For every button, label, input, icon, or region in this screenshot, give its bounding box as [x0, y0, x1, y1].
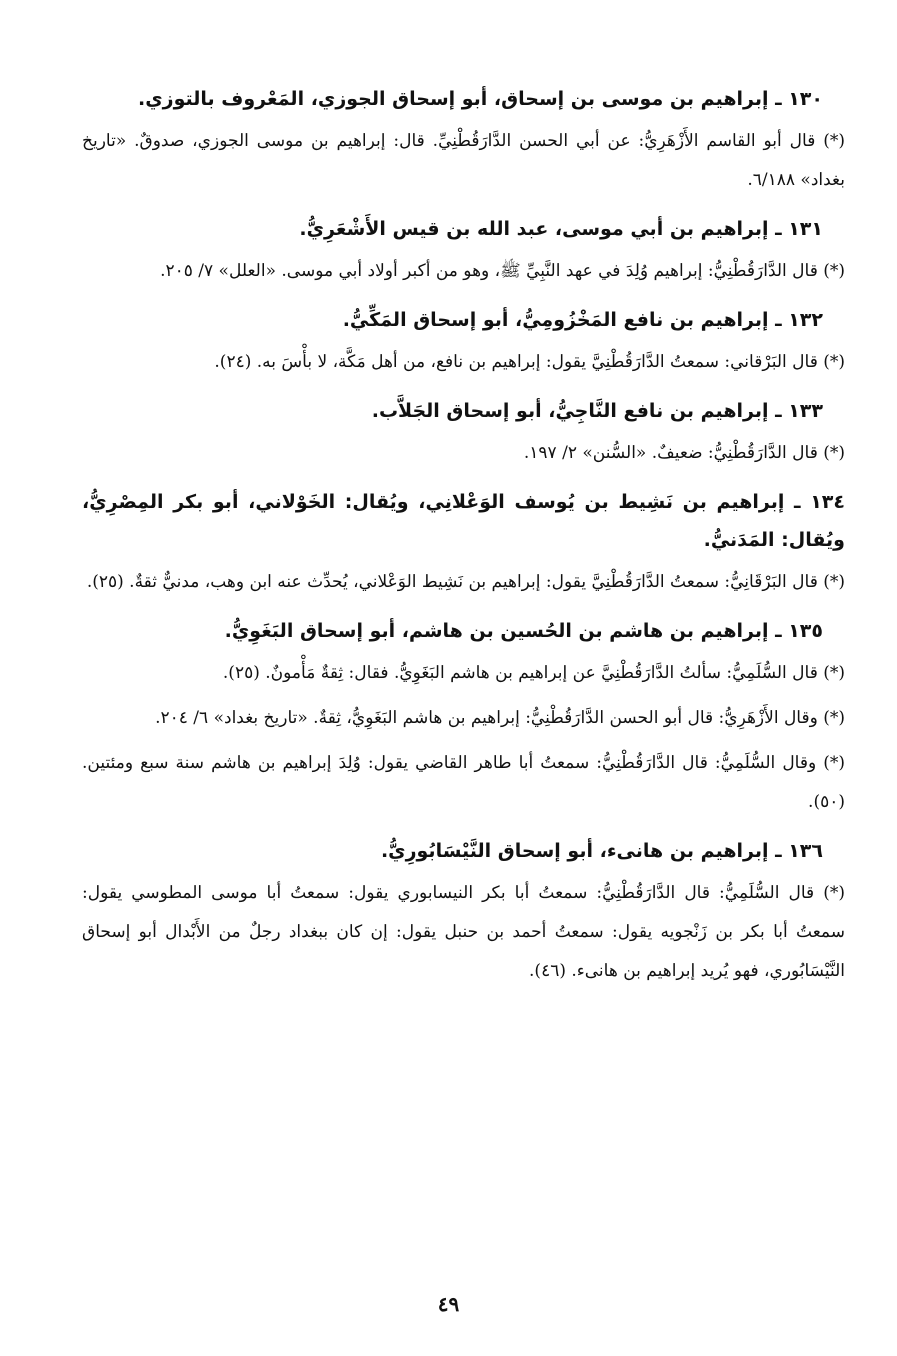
entry-heading: ١٣١ ـ إبراهيم بن أبي موسى، عبد الله بن قيس الأَشْعَرِيُّ. — [299, 218, 823, 240]
entry-132 — [82, 301, 845, 382]
entry-paragraph: (*) قال السُّلَمِيُّ: قال الدَّارَقُطْنِيُّ: سمعتُ أبا بكر النيسابوري يقول: سمعتُ أبا موسى المطوسي يقول: سمعتُ أبا بكر بن زَنْجويه يقول: سمعتُ أحمد بن حنبل يقول: إن كان ببغداد رجلٌ من الأَبْدال أبو إسحاق النَّيْسَابُوري، فهو يُريد إبراهيم بن هانىء. (٤٦). — [82, 883, 845, 981]
entry-131 — [82, 210, 845, 291]
entry-heading: ١٣٠ ـ إبراهيم بن موسى بن إسحاق، أبو إسحاق الجوزي، المَعْروف بالتوزي. — [138, 88, 823, 110]
entry-paragraph: (*) قال البَرْقاني: سمعتُ الدَّارَقُطْنِيَّ يقول: إبراهيم بن نافع، من أهل مَكَّة، لا بأْسَ به. (٢٤). — [214, 352, 845, 372]
entry-136 — [82, 832, 845, 991]
entry-heading: ١٣٤ ـ إبراهيم بن نَشِيط بن يُوسف الوَعْلانِي، ويُقال: الخَوْلاني، أبو بكر المِصْرِيُّ، ويُقال: المَدَنيُّ. — [82, 491, 845, 551]
entry-paragraph: (*) قال الدَّارَقُطْنِيُّ: ضعيفٌ. «السُّنن» ٢/ ١٩٧. — [523, 443, 845, 463]
entry-130 — [82, 80, 845, 200]
entry-heading: ١٣٥ ـ إبراهيم بن هاشم بن الحُسين بن هاشم، أبو إسحاق البَغَوِيُّ. — [224, 620, 823, 642]
page-number: ٤٩ — [437, 1292, 460, 1316]
entry-135 — [82, 612, 845, 822]
entry-paragraph: (*) وقال السُّلَمِيُّ: قال الدَّارَقُطْنِيُّ: سمعتُ أبا طاهر القاضي يقول: وُلِدَ إبراهيم بن هاشم سنة سبع ومئتين. (٥٠). — [82, 753, 845, 812]
entry-133 — [82, 392, 845, 473]
page-body — [82, 80, 845, 1001]
entry-heading: ١٣٦ ـ إبراهيم بن هانىء، أبو إسحاق النَّيْسَابُورِيُّ. — [380, 840, 823, 862]
entry-paragraph: (*) قال أبو القاسم الأَزْهَرِيُّ: عن أبي الحسن الدَّارَقُطْنِيِّ. قال: إبراهيم بن موسى الجوزي، صدوقٌ. «تاريخ بغداد» ٦/١٨٨. — [82, 131, 845, 190]
entry-134 — [82, 483, 845, 602]
entry-paragraph: (*) وقال الأَزْهَرِيُّ: قال أبو الحسن الدَّارَقُطْنِيُّ: إبراهيم بن هاشم البَغَوِيُّ، ثِقةٌ. «تاريخ بغداد» ٦/ ٢٠٤. — [155, 708, 845, 728]
entry-paragraph: (*) قال الدَّارَقُطْنِيُّ: إبراهيم وُلِدَ في عهد النَّبِيِّ ﷺ، وهو من أكبر أولاد أبي موسى. «العلل» ٧/ ٢٠٥. — [160, 261, 845, 281]
entry-paragraph: (*) قال السُّلَمِيُّ: سألتُ الدَّارَقُطْنِيَّ عن إبراهيم بن هاشم البَغَوِيُّ. فقال: ثِقةٌ مَأْمونٌ. (٢٥). — [222, 663, 845, 683]
entry-heading: ١٣٢ ـ إبراهيم بن نافع المَخْزُومِيُّ، أبو إسحاق المَكِّيُّ. — [342, 309, 823, 331]
entry-paragraph: (*) قال البَرْقَانِيُّ: سمعتُ الدَّارَقُطْنِيَّ يقول: إبراهيم بن نَشِيط الوَعْلاني، يُحدِّث عنه ابن وهب، مدنيٌّ ثقةٌ. (٢٥). — [86, 572, 845, 592]
entry-heading: ١٣٣ ـ إبراهيم بن نافع النَّاجِيُّ، أبو إسحاق الجَلاَّب. — [371, 400, 823, 422]
